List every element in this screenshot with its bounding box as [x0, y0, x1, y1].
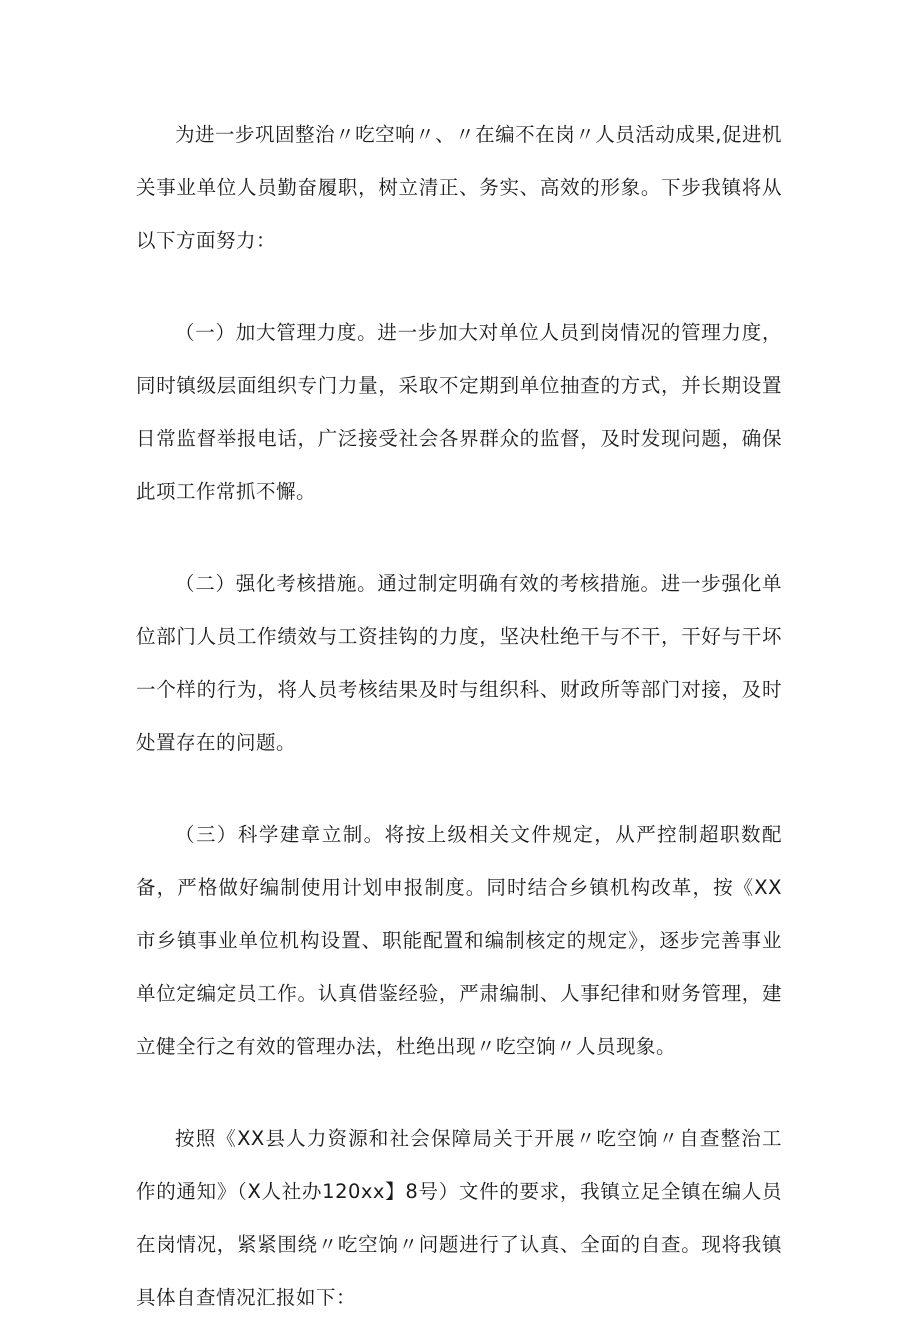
self-check-paragraph: 按照《XX县人力资源和社会保障局关于开展〃吃空饷〃自查整治工作的通知》（X人社办120xx】8号）文件的要求，我镇立足全镇在编人员在岗情况，紧紧围绕〃吃空饷〃问题进行了认真、全面的自查。现将我镇具体自查情况汇报如下： — [136, 1127, 782, 1309]
measure-two-paragraph: （二）强化考核措施。通过制定明确有效的考核措施。进一步强化单位部门人员工作绩效与工资挂钩的力度，坚决杜绝干与不干，干好与干坏一个样的行为，将人员考核结果及时与组织科、财政所等部门对接，及时处置存在的问题。 — [136, 572, 782, 754]
measure-three-paragraph: （三）科学建章立制。将按上级相关文件规定，从严控制超职数配备，严格做好编制使用计划申报制度。同时结合乡镇机构改革，按《XX市乡镇事业单位机构设置、职能配置和编制核定的规定》，逐步完善事业单位定编定员工作。认真借鉴经验，严肃编制、人事纪律和财务管理，建立健全行之有效的管理办法，杜绝出现〃吃空饷〃人员现象。 — [136, 823, 782, 1058]
measure-one-paragraph: （一）加大管理力度。进一步加大对单位人员到岗情况的管理力度，同时镇级层面组织专门力量，采取不定期到单位抽查的方式，并长期设置日常监督举报电话，广泛接受社会各界群众的监督，及时发现问题，确保此项工作常抓不懈。 — [136, 321, 782, 503]
document-page — [136, 108, 782, 1324]
intro-paragraph: 为进一步巩固整治〃吃空响〃、〃在编不在岗〃人员活动成果,促进机关事业单位人员勤奋履职，树立清正、务实、高效的形象。下步我镇将从以下方面努力： — [136, 123, 782, 252]
